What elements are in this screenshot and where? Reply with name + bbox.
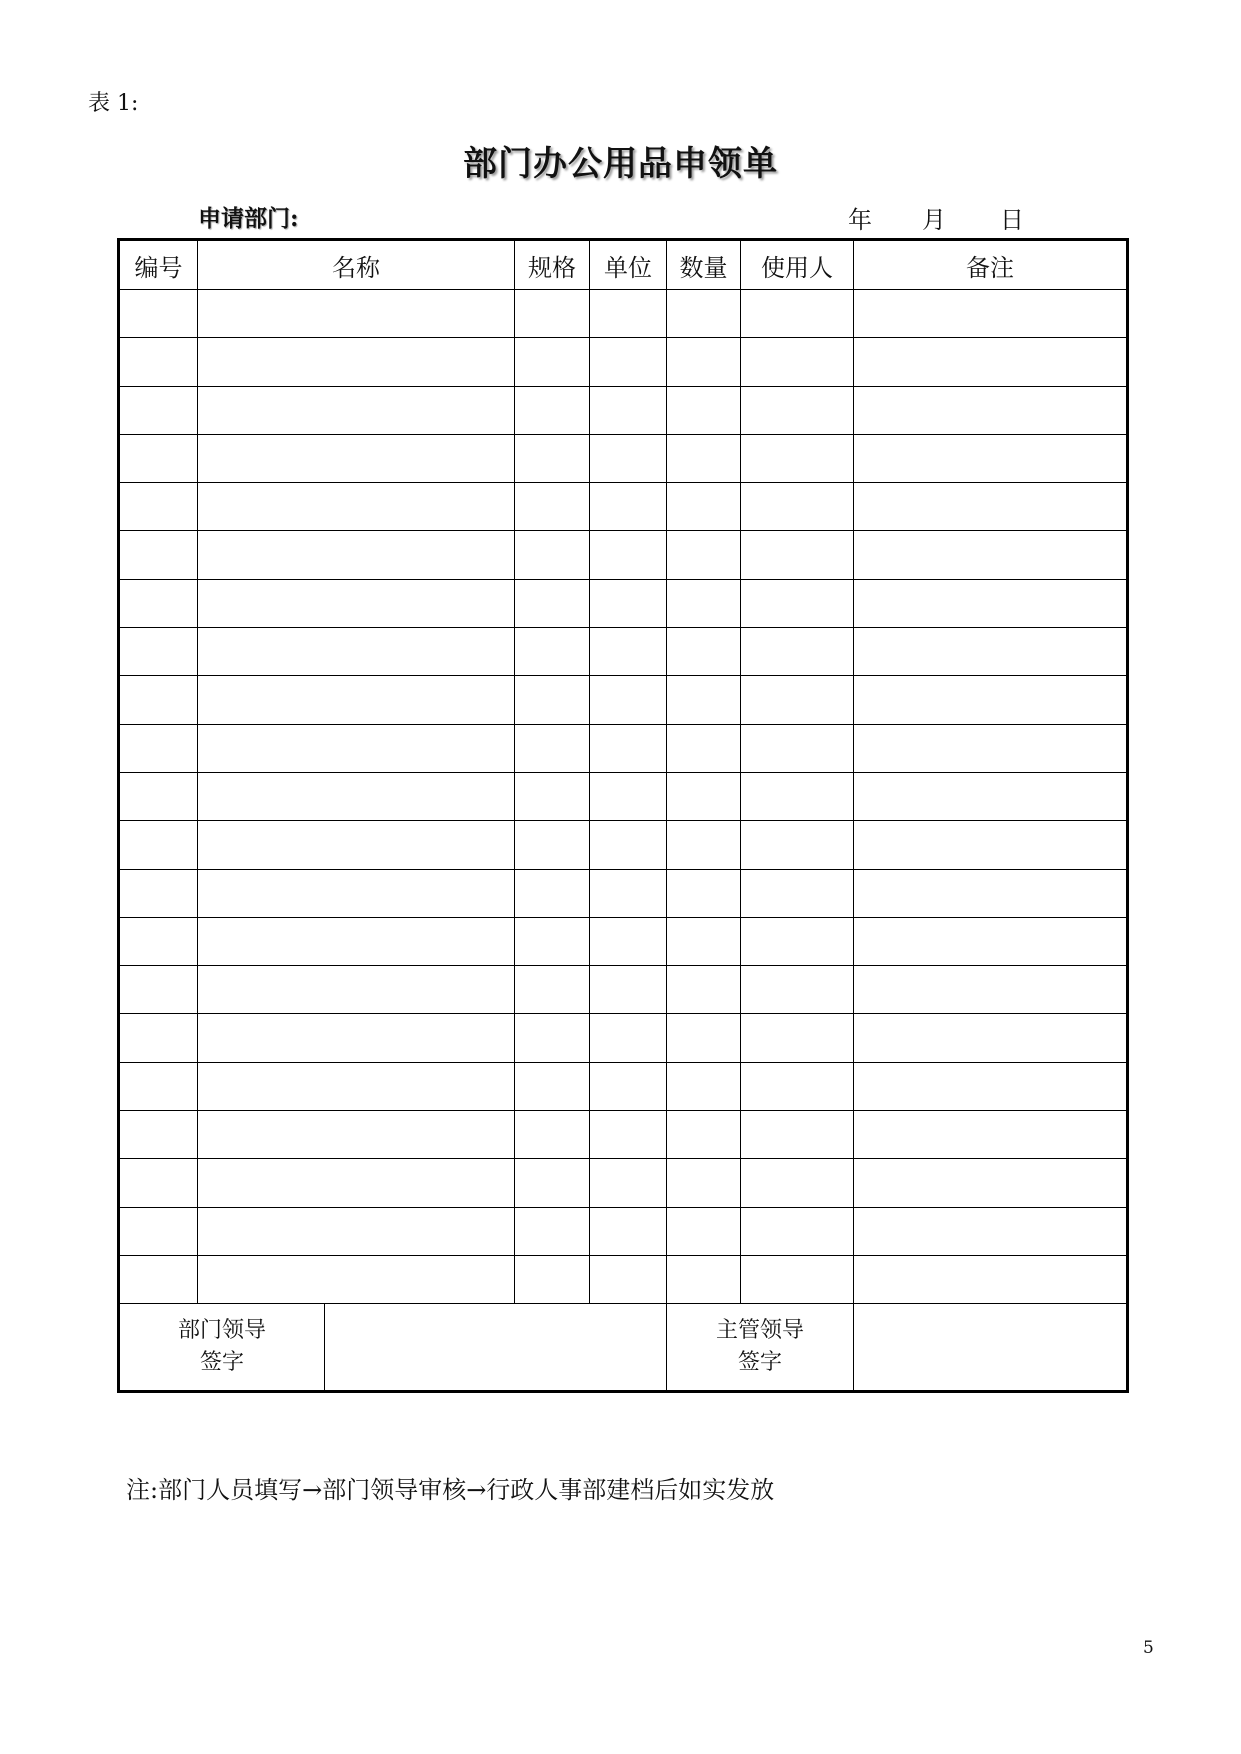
header-row	[119, 240, 1128, 290]
cell-user[interactable]	[741, 676, 854, 724]
cell-quantity[interactable]	[667, 1062, 741, 1110]
cell-remarks[interactable]	[854, 869, 1128, 917]
cell-quantity[interactable]	[667, 434, 741, 482]
cell-unit[interactable]	[590, 1207, 667, 1255]
cell-number[interactable]	[119, 483, 198, 531]
cell-unit[interactable]	[590, 1159, 667, 1207]
cell-quantity[interactable]	[667, 676, 741, 724]
cell-spec[interactable]	[515, 434, 590, 482]
table-row	[119, 434, 1128, 482]
cell-user[interactable]	[741, 724, 854, 772]
cell-user[interactable]	[741, 917, 854, 965]
cell-name[interactable]	[198, 676, 515, 724]
cell-unit[interactable]	[590, 917, 667, 965]
table-row	[119, 1111, 1128, 1159]
cell-number[interactable]	[119, 966, 198, 1014]
column-header-remarks: 备注	[854, 240, 1128, 290]
table-row	[119, 1014, 1128, 1062]
dept-leader-signature-field-ext[interactable]	[515, 1304, 667, 1392]
cell-user[interactable]	[741, 531, 854, 579]
cell-name[interactable]	[198, 338, 515, 386]
cell-spec[interactable]	[515, 676, 590, 724]
cell-quantity[interactable]	[667, 724, 741, 772]
cell-spec[interactable]	[515, 628, 590, 676]
cell-number[interactable]	[119, 917, 198, 965]
date-month-label: 月	[922, 206, 946, 234]
cell-quantity[interactable]	[667, 966, 741, 1014]
cell-spec[interactable]	[515, 531, 590, 579]
cell-unit[interactable]	[590, 1062, 667, 1110]
cell-spec[interactable]	[515, 1207, 590, 1255]
signature-row	[119, 1304, 1128, 1392]
cell-number[interactable]	[119, 1255, 198, 1303]
cell-remarks[interactable]	[854, 676, 1128, 724]
table-row	[119, 966, 1128, 1014]
cell-unit[interactable]	[590, 676, 667, 724]
cell-quantity[interactable]	[667, 338, 741, 386]
table-label: 表 1:	[88, 91, 139, 116]
cell-user[interactable]	[741, 386, 854, 434]
cell-spec[interactable]	[515, 1062, 590, 1110]
cell-unit[interactable]	[590, 966, 667, 1014]
cell-remarks[interactable]	[854, 966, 1128, 1014]
cell-user[interactable]	[741, 966, 854, 1014]
cell-user[interactable]	[741, 483, 854, 531]
cell-spec[interactable]	[515, 917, 590, 965]
cell-number[interactable]	[119, 1207, 198, 1255]
table-row	[119, 1207, 1128, 1255]
cell-remarks[interactable]	[854, 1014, 1128, 1062]
table-row	[119, 531, 1128, 579]
cell-number[interactable]	[119, 531, 198, 579]
cell-quantity[interactable]	[667, 917, 741, 965]
cell-remarks[interactable]	[854, 434, 1128, 482]
supervisor-sign-label	[667, 1304, 854, 1392]
table-row	[119, 1255, 1128, 1303]
cell-spec[interactable]	[515, 483, 590, 531]
cell-number[interactable]	[119, 1159, 198, 1207]
cell-name[interactable]	[198, 434, 515, 482]
cell-remarks[interactable]	[854, 338, 1128, 386]
cell-remarks[interactable]	[854, 1207, 1128, 1255]
cell-unit[interactable]	[590, 290, 667, 338]
cell-spec[interactable]	[515, 1014, 590, 1062]
cell-user[interactable]	[741, 579, 854, 627]
cell-user[interactable]	[741, 1062, 854, 1110]
cell-number[interactable]	[119, 434, 198, 482]
dept-leader-signature-field[interactable]	[325, 1304, 515, 1390]
cell-quantity[interactable]	[667, 772, 741, 820]
cell-user[interactable]	[741, 290, 854, 338]
cell-spec[interactable]	[515, 1159, 590, 1207]
cell-spec[interactable]	[515, 966, 590, 1014]
cell-user[interactable]	[741, 338, 854, 386]
column-header-unit: 单位	[590, 240, 667, 290]
cell-remarks[interactable]	[854, 531, 1128, 579]
cell-remarks[interactable]	[854, 821, 1128, 869]
footnote: 注:部门人员填写→部门领导审核→行政人事部建档后如实发放	[126, 1476, 775, 1504]
cell-name[interactable]	[198, 966, 515, 1014]
cell-unit[interactable]	[590, 628, 667, 676]
cell-unit[interactable]	[590, 434, 667, 482]
cell-user[interactable]	[741, 1207, 854, 1255]
cell-spec[interactable]	[515, 869, 590, 917]
cell-name[interactable]	[198, 1062, 515, 1110]
cell-number[interactable]	[119, 676, 198, 724]
cell-name[interactable]	[198, 917, 515, 965]
cell-name[interactable]	[198, 386, 515, 434]
dept-leader-label-line1: 部门领导	[177, 1318, 266, 1344]
cell-number[interactable]	[119, 1111, 198, 1159]
cell-remarks[interactable]	[854, 483, 1128, 531]
cell-unit[interactable]	[590, 1255, 667, 1303]
table-row	[119, 579, 1128, 627]
requisition-table	[117, 238, 1129, 1393]
table-row	[119, 338, 1128, 386]
supervisor-label-line1: 主管领导	[715, 1318, 804, 1344]
cell-unit[interactable]	[590, 1111, 667, 1159]
cell-spec[interactable]	[515, 338, 590, 386]
column-header-user: 使用人	[741, 240, 854, 290]
cell-spec[interactable]	[515, 386, 590, 434]
table-row	[119, 628, 1128, 676]
cell-quantity[interactable]	[667, 483, 741, 531]
cell-user[interactable]	[741, 1255, 854, 1303]
cell-name[interactable]	[198, 531, 515, 579]
cell-user[interactable]	[741, 869, 854, 917]
table-row	[119, 772, 1128, 820]
cell-quantity[interactable]	[667, 1111, 741, 1159]
cell-unit[interactable]	[590, 579, 667, 627]
cell-quantity[interactable]	[667, 386, 741, 434]
cell-user[interactable]	[741, 1014, 854, 1062]
cell-name[interactable]	[198, 724, 515, 772]
cell-number[interactable]	[119, 290, 198, 338]
table-row	[119, 1062, 1128, 1110]
cell-unit[interactable]	[590, 724, 667, 772]
column-header-spec: 规格	[515, 240, 590, 290]
cell-unit[interactable]	[590, 1014, 667, 1062]
cell-name[interactable]	[198, 628, 515, 676]
cell-quantity[interactable]	[667, 531, 741, 579]
supervisor-label-line2: 签字	[737, 1350, 782, 1376]
form-title: 部门办公用品申领单	[463, 144, 778, 184]
cell-user[interactable]	[741, 1159, 854, 1207]
cell-remarks[interactable]	[854, 290, 1128, 338]
dept-leader-sign-label	[120, 1304, 325, 1390]
column-header-quantity: 数量	[667, 240, 741, 290]
cell-user[interactable]	[741, 1111, 854, 1159]
cell-quantity[interactable]	[667, 869, 741, 917]
cell-name[interactable]	[198, 1014, 515, 1062]
cell-remarks[interactable]	[854, 724, 1128, 772]
cell-number[interactable]	[119, 821, 198, 869]
cell-spec[interactable]	[515, 724, 590, 772]
cell-quantity[interactable]	[667, 1014, 741, 1062]
cell-unit[interactable]	[590, 531, 667, 579]
cell-quantity[interactable]	[667, 579, 741, 627]
applicant-department-label: 申请部门:	[198, 205, 299, 232]
cell-name[interactable]	[198, 579, 515, 627]
cell-number[interactable]	[119, 869, 198, 917]
supervisor-signature-field[interactable]	[854, 1304, 1128, 1392]
cell-number[interactable]	[119, 579, 198, 627]
page-number: 5	[1143, 1638, 1154, 1658]
cell-name[interactable]	[198, 1159, 515, 1207]
cell-remarks[interactable]	[854, 386, 1128, 434]
cell-user[interactable]	[741, 434, 854, 482]
table-row	[119, 869, 1128, 917]
cell-number[interactable]	[119, 386, 198, 434]
cell-quantity[interactable]	[667, 290, 741, 338]
cell-name[interactable]	[198, 1207, 515, 1255]
cell-remarks[interactable]	[854, 1111, 1128, 1159]
cell-name[interactable]	[198, 869, 515, 917]
cell-unit[interactable]	[590, 869, 667, 917]
cell-name[interactable]	[198, 772, 515, 820]
table-row	[119, 386, 1128, 434]
cell-number[interactable]	[119, 1062, 198, 1110]
date-year-label: 年	[848, 206, 872, 234]
cell-spec[interactable]	[515, 1255, 590, 1303]
cell-remarks[interactable]	[854, 579, 1128, 627]
cell-unit[interactable]	[590, 338, 667, 386]
cell-name[interactable]	[198, 1255, 515, 1303]
dept-leader-label-line2: 签字	[199, 1350, 244, 1376]
cell-unit[interactable]	[590, 772, 667, 820]
table-row	[119, 290, 1128, 338]
cell-quantity[interactable]	[667, 1255, 741, 1303]
cell-name[interactable]	[198, 483, 515, 531]
cell-quantity[interactable]	[667, 1159, 741, 1207]
cell-number[interactable]	[119, 338, 198, 386]
cell-quantity[interactable]	[667, 628, 741, 676]
cell-spec[interactable]	[515, 290, 590, 338]
cell-remarks[interactable]	[854, 628, 1128, 676]
cell-name[interactable]	[198, 821, 515, 869]
cell-unit[interactable]	[590, 386, 667, 434]
cell-remarks[interactable]	[854, 1255, 1128, 1303]
cell-remarks[interactable]	[854, 1062, 1128, 1110]
cell-unit[interactable]	[590, 821, 667, 869]
cell-spec[interactable]	[515, 772, 590, 820]
column-header-number: 编号	[119, 240, 198, 290]
cell-user[interactable]	[741, 821, 854, 869]
cell-quantity[interactable]	[667, 1207, 741, 1255]
column-header-name: 名称	[198, 240, 515, 290]
dept-leader-sign-area	[119, 1304, 515, 1392]
cell-spec[interactable]	[515, 1111, 590, 1159]
cell-remarks[interactable]	[854, 917, 1128, 965]
cell-spec[interactable]	[515, 579, 590, 627]
cell-number[interactable]	[119, 724, 198, 772]
table-row	[119, 917, 1128, 965]
cell-user[interactable]	[741, 772, 854, 820]
cell-number[interactable]	[119, 772, 198, 820]
table-row	[119, 724, 1128, 772]
date-day-label: 日	[1000, 206, 1024, 234]
cell-number[interactable]	[119, 1014, 198, 1062]
cell-name[interactable]	[198, 290, 515, 338]
cell-quantity[interactable]	[667, 821, 741, 869]
table-row	[119, 676, 1128, 724]
cell-remarks[interactable]	[854, 1159, 1128, 1207]
cell-number[interactable]	[119, 628, 198, 676]
table-row	[119, 1159, 1128, 1207]
table-row	[119, 821, 1128, 869]
cell-spec[interactable]	[515, 821, 590, 869]
cell-unit[interactable]	[590, 483, 667, 531]
cell-user[interactable]	[741, 628, 854, 676]
cell-remarks[interactable]	[854, 772, 1128, 820]
cell-name[interactable]	[198, 1111, 515, 1159]
table-row	[119, 483, 1128, 531]
